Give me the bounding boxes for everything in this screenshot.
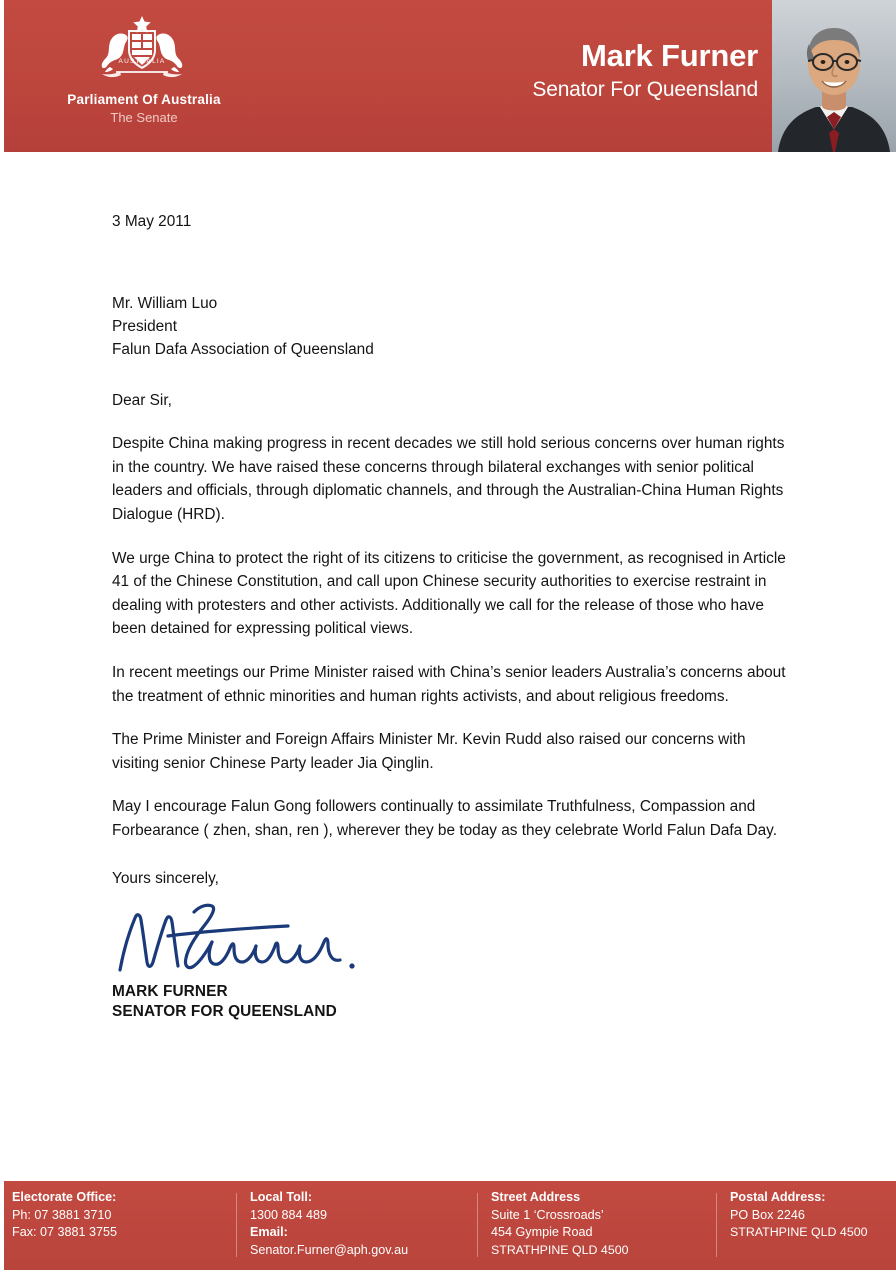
paragraph-3: In recent meetings our Prime Minister raised with China’s senior leaders Australia’s concerns about the treatment of ethnic minorities and human rights activists, and about religious freedoms. [112, 663, 786, 705]
footer-contact [250, 1189, 408, 1259]
letterhead-header [4, 0, 896, 152]
footer-street-address [491, 1189, 629, 1259]
footer-street-line-2: 454 Gympie Road [491, 1225, 593, 1239]
footer-divider-1 [236, 1193, 237, 1257]
footer-electorate-office [12, 1189, 117, 1242]
footer-postal-heading: Postal Address: [730, 1190, 826, 1204]
footer-postal-address [730, 1189, 868, 1242]
letter-body [112, 210, 792, 1022]
the-senate-label: The Senate [110, 110, 178, 125]
senator-portrait-photo [772, 0, 896, 152]
signer-name: MARK FURNER [112, 983, 228, 1001]
australian-coat-of-arms-icon [76, 14, 208, 84]
paragraph-5: May I encourage Falun Gong followers continually to assimilate Truthfulness, Compassion and Forbearance ( zhen, shan, ren ), wherever they be today as they celebrate World Falun Dafa Day. [112, 798, 777, 839]
footer-street-line-3: STRATHPINE QLD 4500 [491, 1242, 629, 1257]
footer-electorate-phone: Ph: 07 3881 3710 [12, 1207, 112, 1222]
crest-caption: AUSTRALIA [118, 58, 166, 65]
paragraph-4: The Prime Minister and Foreign Affairs Minister Mr. Kevin Rudd also raised our concerns with visiting senior Chinese Party leader Jia Qinglin. [112, 731, 746, 772]
salutation: Dear Sir, [112, 391, 172, 409]
footer-divider-2 [477, 1193, 478, 1257]
footer-local-toll-number: 1300 884 489 [250, 1207, 328, 1222]
senator-role: Senator For Queensland [532, 78, 758, 101]
footer-local-toll-heading: Local Toll: [250, 1190, 313, 1204]
letterhead-left [4, 0, 772, 152]
recipient-name: Mr. William Luo [112, 294, 218, 312]
recipient-address [112, 292, 792, 361]
paragraph-1: Despite China making progress in recent decades we still hold serious concerns over human rights in the country. We have raised these concerns through bilateral exchanges with senior political leaders and officials, through diplomatic channels, and through the Australian-China Human Rights Dialogue (HRD). [112, 435, 785, 523]
recipient-title: President [112, 317, 178, 335]
recipient-organisation: Falun Dafa Association of Queensland [112, 340, 374, 358]
footer-electorate-heading: Electorate Office: [12, 1190, 117, 1204]
handwritten-signature-icon [108, 896, 792, 982]
letterhead-footer [4, 1181, 896, 1270]
signer-title: SENATOR FOR QUEENSLAND [112, 1003, 337, 1021]
footer-street-heading: Street Address [491, 1190, 581, 1204]
page-left-margin [0, 0, 4, 1270]
footer-street-line-1: Suite 1 ‘Crossroads’ [491, 1207, 604, 1222]
letter-date: 3 May 2011 [112, 213, 192, 230]
footer-email-heading: Email: [250, 1225, 288, 1239]
parliament-of-australia-label: Parliament Of Australia [67, 92, 221, 107]
footer-postal-line-1: PO Box 2246 [730, 1207, 805, 1222]
footer-electorate-fax: Fax: 07 3881 3755 [12, 1225, 118, 1239]
senator-name: Mark Furner [581, 38, 758, 73]
footer-divider-3 [716, 1193, 717, 1257]
footer-postal-line-2: STRATHPINE QLD 4500 [730, 1225, 868, 1239]
footer-email-address[interactable]: Senator.Furner@aph.gov.au [250, 1242, 409, 1257]
paragraph-2: We urge China to protect the right of its citizens to criticise the government, as recognised in Article 41 of the Chinese Constitution, and call upon Chinese security authorities to exercise restraint in dealing with protesters and other activists. Additionally we call for the release of those who have been detained for expressing political views. [112, 549, 786, 638]
closing-line: Yours sincerely, [112, 869, 219, 887]
